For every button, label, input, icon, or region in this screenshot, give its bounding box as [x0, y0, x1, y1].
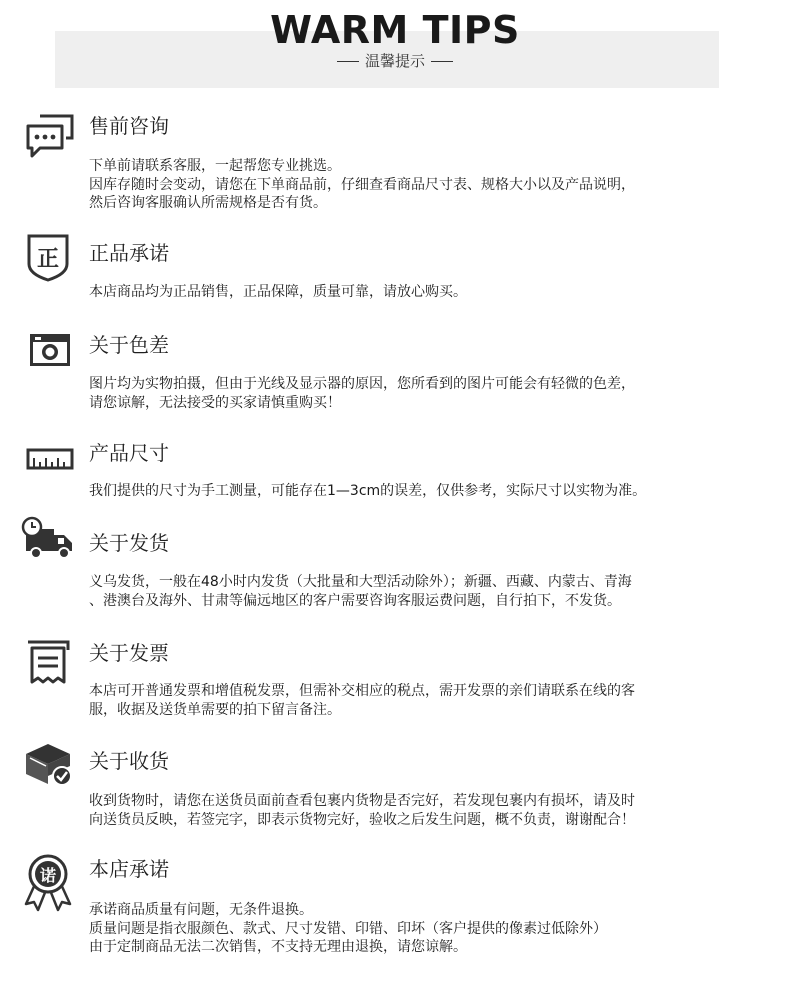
section-body	[89, 573, 779, 610]
section-product-size	[0, 432, 790, 512]
section-title: 产品尺寸	[89, 441, 169, 465]
subtitle-dash-left	[337, 61, 359, 62]
body-line: 下单前请联系客服，一起帮您专业挑选。	[89, 158, 341, 174]
section-color-difference	[0, 322, 790, 417]
section-body	[89, 482, 779, 501]
body-line: 图片均为实物拍摄，但由于光线及显示器的原因，您所看到的图片可能会有轻微的色差，	[89, 376, 635, 392]
section-store-promise	[0, 848, 790, 978]
body-line: 义乌发货，一般在48小时内发货（大批量和大型活动除外）；新疆、西藏、内蒙古、青海	[89, 574, 632, 590]
body-line: 本店商品均为正品销售，正品保障，质量可靠，请放心购买。	[89, 284, 467, 300]
body-line: 由于定制商品无法二次销售，不支持无理由退换，请您谅解。	[89, 939, 467, 955]
delivery-truck-icon	[20, 515, 78, 565]
body-line: 然后咨询客服确认所需规格是否有货。	[89, 195, 327, 211]
camera-icon	[20, 326, 78, 376]
body-line: 因库存随时会变动，请您在下单商品前，仔细查看商品尺寸表、规格大小以及产品说明，	[89, 176, 635, 193]
page-title: WARM TIPS	[270, 8, 520, 52]
body-line: 请您谅解，无法接受的买家请慎重购买！	[89, 394, 341, 411]
body-line: 、港澳台及海外、甘肃等偏远地区的客户需要咨询客服运费问题，自行拍下，不发货。	[89, 592, 621, 609]
body-line: 我们提供的尺寸为手工测量，可能存在1—3cm的误差，仅供参考，实际尺寸以实物为准。	[89, 483, 647, 499]
section-title: 关于发票	[89, 641, 169, 665]
body-line: 收到货物时，请您在送货员面前查看包裹内货物是否完好，若发现包裹内有损坏，请及时	[89, 793, 635, 809]
page-subtitle	[0, 51, 790, 71]
body-line: 本店可开普通发票和增值税发票，但需补交相应的税点，需开发票的亲们请联系在线的客	[89, 683, 635, 699]
section-title: 本店承诺	[89, 857, 169, 881]
invoice-icon	[20, 636, 78, 686]
section-title: 关于色差	[89, 333, 169, 357]
section-body	[89, 682, 779, 719]
section-authentic-promise	[0, 230, 790, 310]
subtitle-dash-right	[431, 61, 453, 62]
section-invoice	[0, 632, 790, 727]
chat-bubble-icon	[20, 110, 78, 160]
section-body	[89, 792, 779, 829]
body-line: 服，收据及送货单需要的拍下留言备注。	[89, 701, 341, 718]
section-body	[89, 283, 779, 302]
subtitle-text: 温馨提示	[364, 52, 425, 70]
promise-medal-icon	[20, 852, 78, 912]
section-presale-consult	[0, 105, 790, 215]
section-body	[89, 375, 779, 412]
package-check-icon	[20, 738, 78, 788]
section-title: 关于发货	[89, 531, 169, 555]
authentic-badge-icon	[20, 232, 78, 282]
section-title: 售前咨询	[89, 114, 169, 138]
section-title: 关于收货	[89, 749, 169, 773]
section-receiving	[0, 738, 790, 838]
section-shipping	[0, 515, 790, 615]
ruler-icon	[20, 434, 78, 484]
body-line: 向送货员反映，若签完字，即表示货物完好，验收之后发生问题，概不负责，谢谢配合！	[89, 811, 635, 828]
section-body	[89, 901, 779, 957]
svg-text:诺: 诺	[39, 866, 57, 885]
section-title: 正品承诺	[89, 241, 169, 265]
body-line: 质量问题是指衣服颜色、款式、尺寸发错、印错、印坏（客户提供的像素过低除外）	[89, 920, 607, 937]
section-body	[89, 157, 779, 213]
body-line: 承诺商品质量有问题，无条件退换。	[89, 902, 313, 918]
svg-text:正: 正	[36, 247, 60, 272]
